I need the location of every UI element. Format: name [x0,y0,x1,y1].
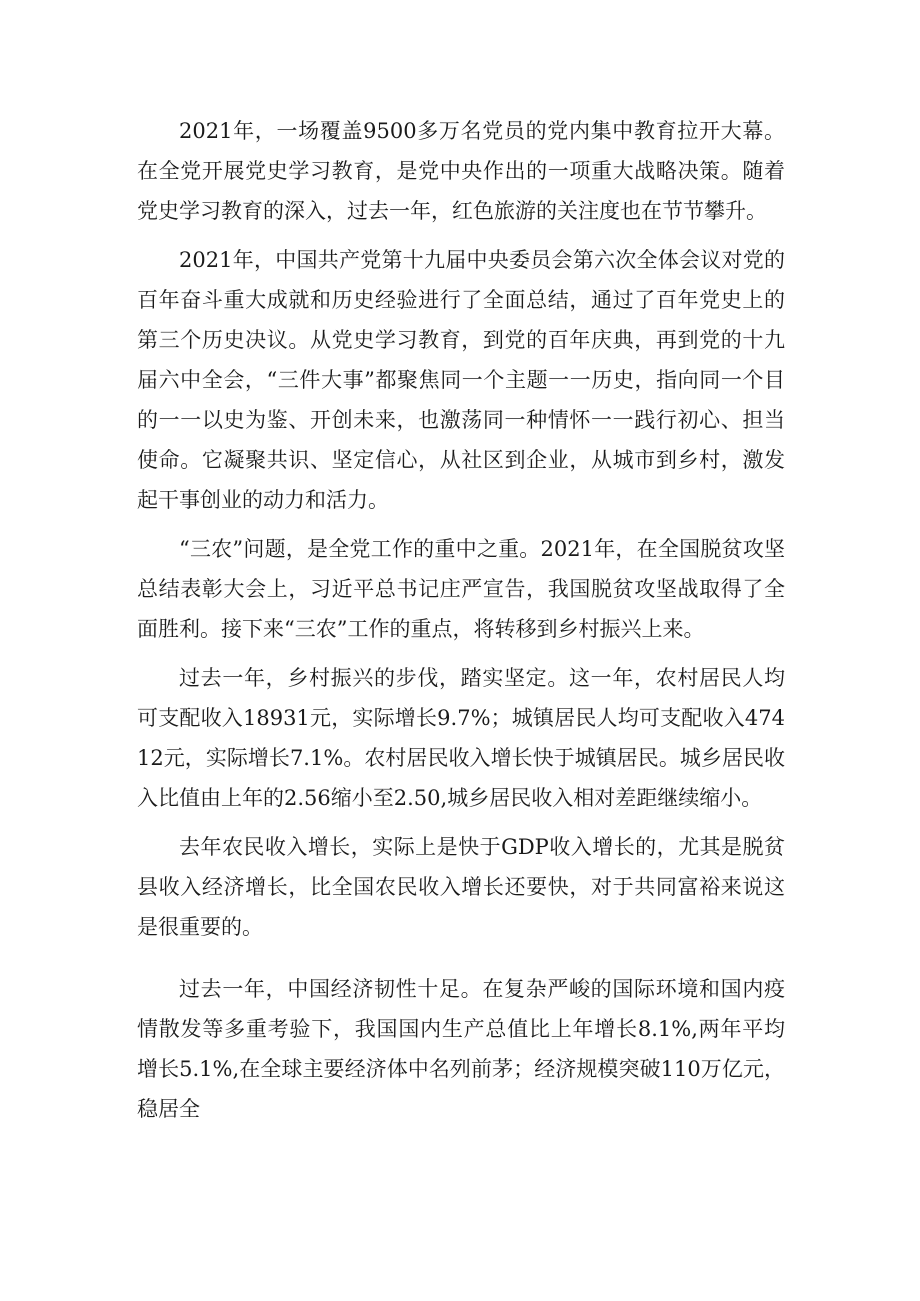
paragraph-rural-revitalization: 过去一年，乡村振兴的步伐，踏实坚定。这一年，农村居民人均可支配收入18931元，实际增长9.7%；城镇居民人均可支配收入47412元，实际增长7.1%。农村居民收入增长快于城镇居民。城乡居民收入比值由上年的2.56缩小至2.50,城乡居民收入相对差距继续缩小。 [137,666,785,810]
paragraph-red-tourism: 2021年，一场覆盖9500多万名党员的党内集中教育拉开大幕。在全党开展党史学习教育，是党中央作出的一项重大战略决策。随着党史学习教育的深入，过去一年，红色旅游的关注度也在节节攀升。 [137,119,785,223]
paragraph-sixth-plenum: 2021年，中国共产党第十九届中央委员会第六次全体会议对党的百年奋斗重大成就和历史经验进行了全面总结，通过了百年党史上的第三个历史决议。从党史学习教育，到党的百年庆典，再到党的十九届六中全会，“三件大事”都聚焦同一个主题一一历史，指向同一个目的一一以史为鉴、开创未来，也激荡同一种情怀一一践行初心、担当使命。它凝聚共识、坚定信心，从社区到企业，从城市到乡村，激发起干事创业的动力和活力。 [137,248,785,512]
paragraph-three-rural-issues: “三农”问题，是全党工作的重中之重。2021年，在全国脱贫攻坚总结表彰大会上，习近平总书记庄严宣告，我国脱贫攻坚战取得了全面胜利。接下来“三农”工作的重点，将转移到乡村振兴上来。 [137,537,785,641]
document-body [137,111,785,1138]
paragraph-farmer-income: 去年农民收入增长，实际上是快于GDP收入增长的，尤其是脱贫县收入经济增长，比全国农民收入增长还要快，对于共同富裕来说这是很重要的。 [137,835,785,939]
paragraph-economic-resilience: 过去一年，中国经济韧性十足。在复杂严峻的国际环境和国内疫情散发等多重考验下，我国国内生产总值比上年增长8.1%,两年平均增长5.1%,在全球主要经济体中名列前茅；经济规模突破110万亿元，稳居全 [137,977,785,1121]
